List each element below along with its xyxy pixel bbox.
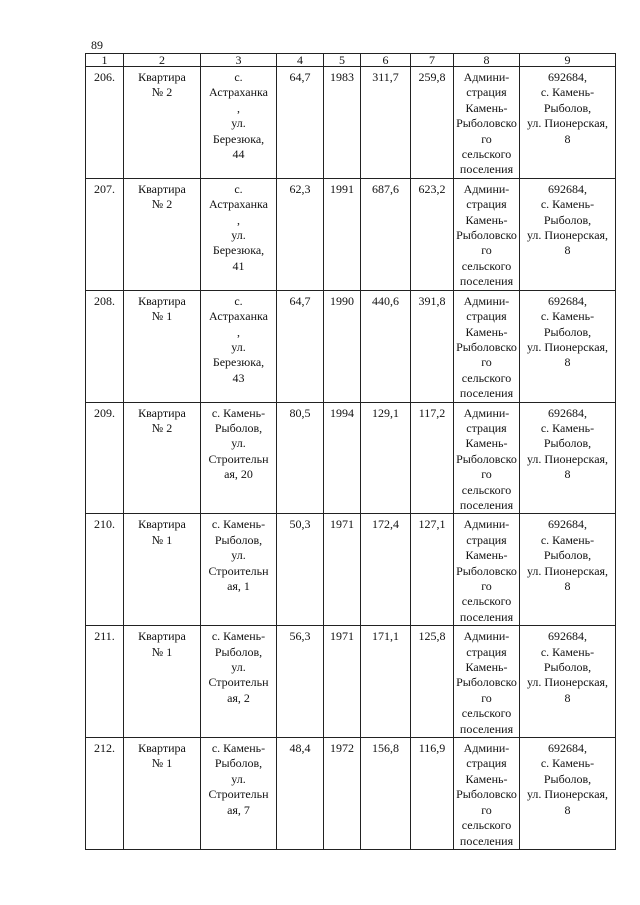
row-number: 209. (86, 402, 124, 514)
column-header: 1 (86, 54, 124, 67)
column-header: 9 (520, 54, 616, 67)
object-year: 1971 (324, 514, 361, 626)
holder-name: Админи- страция Камень- Рыболовско го сельского поселения (454, 402, 520, 514)
cost-initial: 171,1 (361, 626, 411, 738)
page-number: 89 (91, 38, 103, 52)
table-row (86, 514, 616, 626)
cost-residual: 259,8 (411, 67, 454, 179)
cost-initial: 129,1 (361, 402, 411, 514)
cost-residual: 391,8 (411, 290, 454, 402)
cost-initial: 311,7 (361, 67, 411, 179)
row-number: 212. (86, 738, 124, 850)
cost-initial: 440,6 (361, 290, 411, 402)
object-address: с. Астраханка , ул. Березюка, 44 (201, 67, 277, 179)
holder-address: 692684, с. Камень- Рыболов, ул. Пионерская, 8 (520, 402, 616, 514)
cost-initial: 687,6 (361, 178, 411, 290)
object-area: 64,7 (277, 67, 324, 179)
object-year: 1994 (324, 402, 361, 514)
table-row (86, 67, 616, 179)
table-row (86, 402, 616, 514)
column-header: 5 (324, 54, 361, 67)
holder-name: Админи- страция Камень- Рыболовско го сельского поселения (454, 178, 520, 290)
object-name: Квартира № 2 (124, 67, 201, 179)
row-number: 208. (86, 290, 124, 402)
row-number: 211. (86, 626, 124, 738)
holder-address: 692684, с. Камень- Рыболов, ул. Пионерская, 8 (520, 67, 616, 179)
cost-initial: 172,4 (361, 514, 411, 626)
object-address: с. Астраханка , ул. Березюка, 43 (201, 290, 277, 402)
property-register-table (85, 53, 616, 850)
table-row (86, 738, 616, 850)
table-row (86, 626, 616, 738)
column-header: 7 (411, 54, 454, 67)
object-area: 80,5 (277, 402, 324, 514)
holder-name: Админи- страция Камень- Рыболовско го сельского поселения (454, 290, 520, 402)
object-name: Квартира № 2 (124, 402, 201, 514)
holder-address: 692684, с. Камень- Рыболов, ул. Пионерская, 8 (520, 626, 616, 738)
table-row (86, 290, 616, 402)
column-header: 2 (124, 54, 201, 67)
object-year: 1991 (324, 178, 361, 290)
object-name: Квартира № 1 (124, 514, 201, 626)
object-address: с. Камень- Рыболов, ул. Строительн ая, 1 (201, 514, 277, 626)
holder-name: Админи- страция Камень- Рыболовско го сельского поселения (454, 738, 520, 850)
object-name: Квартира № 1 (124, 626, 201, 738)
holder-name: Админи- страция Камень- Рыболовско го сельского поселения (454, 626, 520, 738)
holder-address: 692684, с. Камень- Рыболов, ул. Пионерская, 8 (520, 178, 616, 290)
cost-initial: 156,8 (361, 738, 411, 850)
object-address: с. Астраханка , ул. Березюка, 41 (201, 178, 277, 290)
object-name: Квартира № 1 (124, 738, 201, 850)
cost-residual: 116,9 (411, 738, 454, 850)
column-number-row (86, 54, 616, 67)
holder-address: 692684, с. Камень- Рыболов, ул. Пионерская, 8 (520, 290, 616, 402)
row-number: 207. (86, 178, 124, 290)
column-header: 8 (454, 54, 520, 67)
object-area: 50,3 (277, 514, 324, 626)
table-row (86, 178, 616, 290)
object-address: с. Камень- Рыболов, ул. Строительн ая, 7 (201, 738, 277, 850)
object-year: 1990 (324, 290, 361, 402)
row-number: 206. (86, 67, 124, 179)
object-year: 1983 (324, 67, 361, 179)
cost-residual: 125,8 (411, 626, 454, 738)
object-name: Квартира № 2 (124, 178, 201, 290)
column-header: 6 (361, 54, 411, 67)
holder-name: Админи- страция Камень- Рыболовско го сельского поселения (454, 514, 520, 626)
object-address: с. Камень- Рыболов, ул. Строительн ая, 2 (201, 626, 277, 738)
object-area: 56,3 (277, 626, 324, 738)
cost-residual: 117,2 (411, 402, 454, 514)
holder-name: Админи- страция Камень- Рыболовско го сельского поселения (454, 67, 520, 179)
object-area: 64,7 (277, 290, 324, 402)
column-header: 3 (201, 54, 277, 67)
object-area: 62,3 (277, 178, 324, 290)
column-header: 4 (277, 54, 324, 67)
object-name: Квартира № 1 (124, 290, 201, 402)
cost-residual: 127,1 (411, 514, 454, 626)
holder-address: 692684, с. Камень- Рыболов, ул. Пионерская, 8 (520, 514, 616, 626)
object-year: 1972 (324, 738, 361, 850)
object-area: 48,4 (277, 738, 324, 850)
row-number: 210. (86, 514, 124, 626)
object-year: 1971 (324, 626, 361, 738)
cost-residual: 623,2 (411, 178, 454, 290)
holder-address: 692684, с. Камень- Рыболов, ул. Пионерская, 8 (520, 738, 616, 850)
object-address: с. Камень- Рыболов, ул. Строительн ая, 20 (201, 402, 277, 514)
